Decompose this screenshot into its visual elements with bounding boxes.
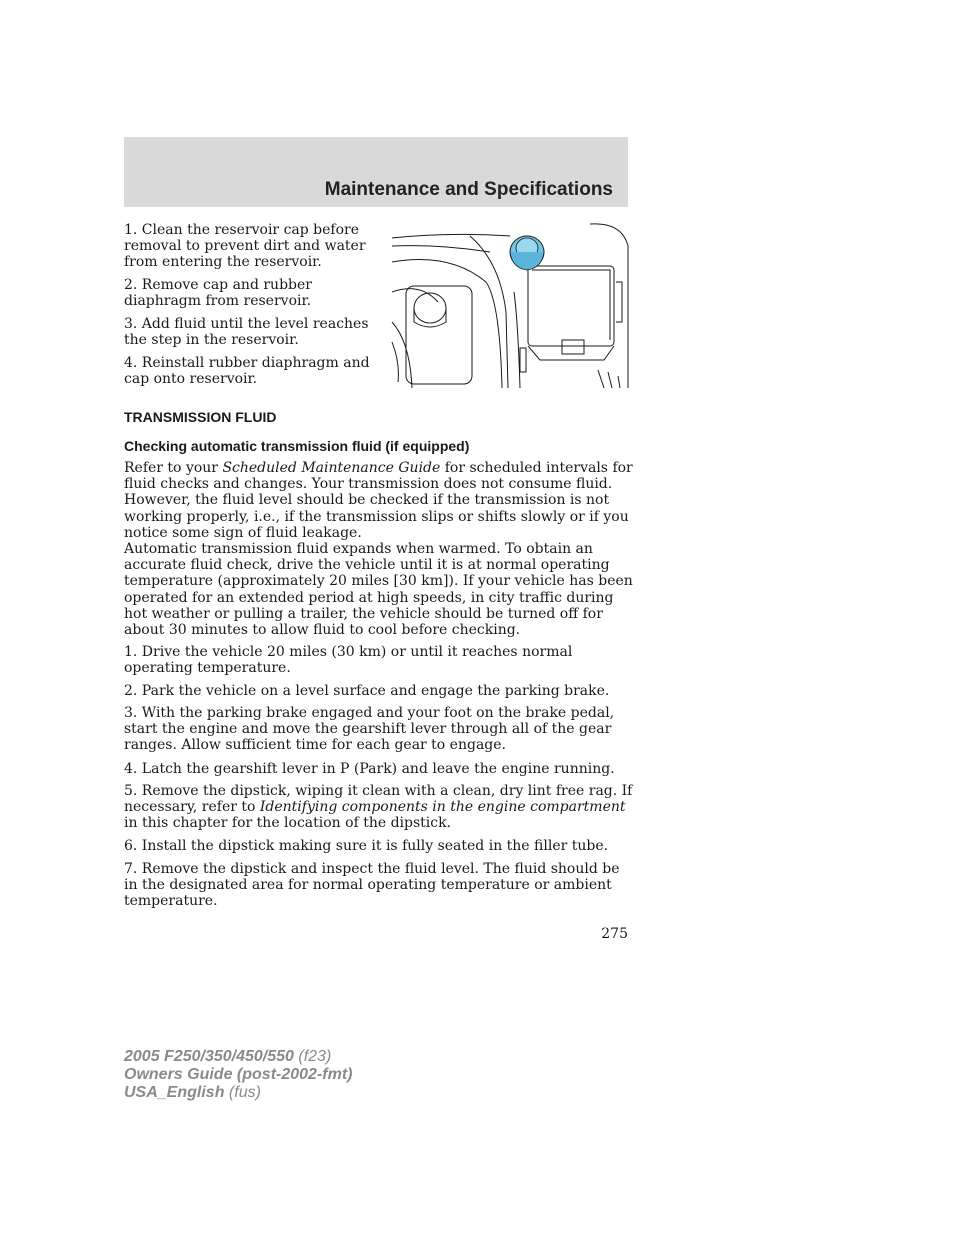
brake-fluid-reservoir-illustration bbox=[390, 222, 630, 388]
step-remove-cap: 2. Remove cap and rubber diaphragm from reservoir. bbox=[124, 277, 312, 310]
reservoir-cap-icon bbox=[510, 236, 544, 270]
subsection-heading: Checking automatic transmission fluid (if equipped) bbox=[124, 438, 470, 454]
step-1-drive: 1. Drive the vehicle 20 miles (30 km) or until it reaches normal operating temperature. bbox=[124, 644, 573, 677]
step-7-inspect: 7. Remove the dipstick and inspect the fluid level. The fluid should be in the designated area for normal operating temperature or ambient temperature. bbox=[124, 861, 620, 910]
step-2-park: 2. Park the vehicle on a level surface and engage the parking brake. bbox=[124, 683, 610, 699]
step-5-dipstick: 5. Remove the dipstick, wiping it clean with a clean, dry lint free rag. If necessary, refer to Identifying components in the engine compartment in this chapter for the location of the dipstick. bbox=[124, 783, 633, 832]
step-reinstall-cap: 4. Reinstall rubber diaphragm and cap onto reservoir. bbox=[124, 355, 370, 388]
step-4-latch: 4. Latch the gearshift lever in P (Park) and leave the engine running. bbox=[124, 761, 615, 777]
header-band bbox=[124, 137, 628, 207]
paragraph-intro: Refer to your Scheduled Maintenance Guide for scheduled intervals for fluid checks and changes. Your transmission does not consume fluid. However, the fluid level should be checked if the transmission is not working properly, i.e., if the transmission slips or shifts slowly or if you notice some sign of fluid leakage. bbox=[124, 460, 633, 541]
step-6-install: 6. Install the dipstick making sure it is fully seated in the filler tube. bbox=[124, 838, 609, 854]
page-number: 275 bbox=[601, 926, 628, 942]
paragraph-warming: Automatic transmission fluid expands when warmed. To obtain an accurate fluid check, drive the vehicle until it is at normal operating temperature (approximately 20 miles [30 km]). If your vehicle has been operated for an extended period at high speeds, in city traffic during hot weather or pulling a trailer, the vehicle should be turned off for about 30 minutes to allow fluid to cool before checking. bbox=[124, 541, 633, 639]
section-heading: TRANSMISSION FLUID bbox=[124, 409, 277, 425]
step-add-fluid: 3. Add fluid until the level reaches the step in the reservoir. bbox=[124, 316, 369, 349]
step-clean-cap: 1. Clean the reservoir cap before removal to prevent dirt and water from entering the reservoir. bbox=[124, 222, 366, 271]
document-footer: 2005 F250/350/450/550 (f23) Owners Guide (post-2002-fmt) USA_English (fus) bbox=[124, 1048, 353, 1101]
page-title: Maintenance and Specifications bbox=[324, 179, 613, 200]
step-3-shift: 3. With the parking brake engaged and your foot on the brake pedal, start the engine and move the gearshift lever through all of the gear ranges. Allow sufficient time for each gear to engage. bbox=[124, 705, 615, 754]
